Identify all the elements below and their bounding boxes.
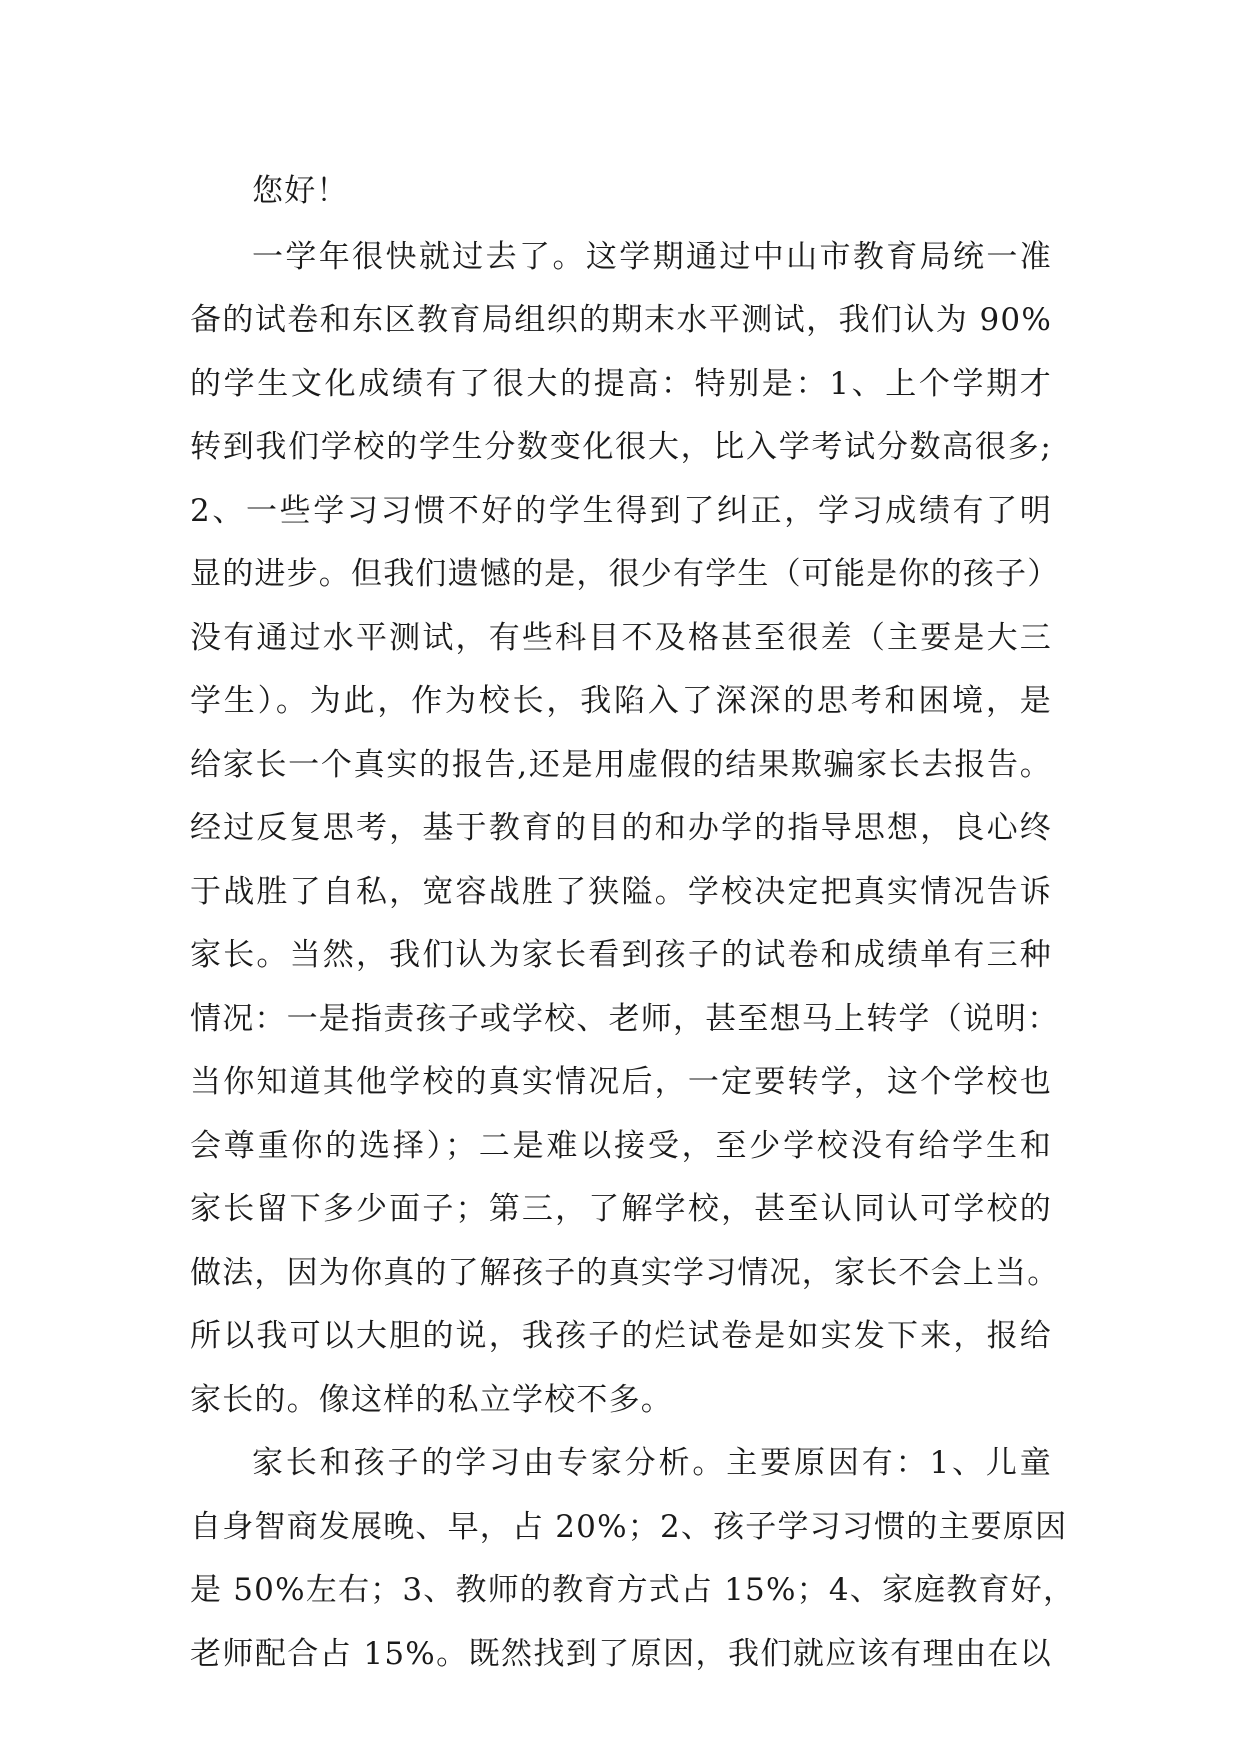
paragraph1-line-1: 一学年很快就过去了。这学期通过中山市教育局统一准 xyxy=(252,238,1052,275)
paragraph2-line-4: 老师配合占 15%。既然找到了原因，我们就应该有理由在以 xyxy=(190,1635,1052,1672)
greeting-line: 您好！ xyxy=(252,173,349,209)
paragraph1-line-5: 2、一些学习习惯不好的学生得到了纠正，学习成绩有了明 xyxy=(190,492,1052,529)
paragraph1-line-19: 家长的。像这样的私立学校不多。 xyxy=(190,1381,673,1418)
paragraph1-line-15: 会尊重你的选择）；二是难以接受，至少学校没有给学生和 xyxy=(190,1127,1052,1164)
paragraph1-line-14: 当你知道其他学校的真实情况后，一定要转学，这个学校也 xyxy=(190,1064,1052,1100)
paragraph1-line-4: 转到我们学校的学生分数变化很大，比入学考试分数高很多; xyxy=(190,429,1052,465)
paragraph1-line-9: 给家长一个真实的报告,还是用虚假的结果欺骗家长去报告。 xyxy=(190,746,1052,783)
paragraph1-line-3: 的学生文化成绩有了很大的提高：特别是：1、上个学期才 xyxy=(190,365,1052,402)
paragraph1-line-12: 家长。当然，我们认为家长看到孩子的试卷和成绩单有三种 xyxy=(190,937,1052,973)
paragraph1-line-13: 情况：一是指责孩子或学校、老师，甚至想马上转学（说明： xyxy=(190,1000,1060,1037)
paragraph1-line-16: 家长留下多少面子；第三，了解学校，甚至认同认可学校的 xyxy=(190,1191,1052,1227)
paragraph1-line-18: 所以我可以大胆的说，我孩子的烂试卷是如实发下来，报给 xyxy=(190,1318,1052,1354)
paragraph1-line-17: 做法，因为你真的了解孩子的真实学习情况，家长不会上当。 xyxy=(190,1254,1060,1291)
paragraph2-line-1: 家长和孩子的学习由专家分析。主要原因有：1、儿童 xyxy=(252,1445,1052,1481)
paragraph1-line-6: 显的进步。但我们遗憾的是，很少有学生（可能是你的孩子） xyxy=(190,556,1060,592)
paragraph1-line-7: 没有通过水平测试，有些科目不及格甚至很差（主要是大三 xyxy=(190,619,1052,656)
paragraph2-line-3: 是 50%左右；3、教师的教育方式占 15%；4、家庭教育好， xyxy=(190,1572,1076,1608)
paragraph1-line-2: 备的试卷和东区教育局组织的期末水平测试，我们认为 90% xyxy=(190,302,1052,338)
paragraph2-line-2: 自身智商发展晚、早，占 20%；2、孩子学习习惯的主要原因 xyxy=(190,1508,1068,1545)
paragraph1-line-8: 学生）。为此，作为校长，我陷入了深深的思考和困境，是 xyxy=(190,683,1052,719)
paragraph1-line-11: 于战胜了自私，宽容战胜了狭隘。学校决定把真实情况告诉 xyxy=(190,873,1052,910)
paragraph1-line-10: 经过反复思考，基于教育的目的和办学的指导思想，良心终 xyxy=(190,810,1052,846)
letter-body xyxy=(190,160,1076,1686)
